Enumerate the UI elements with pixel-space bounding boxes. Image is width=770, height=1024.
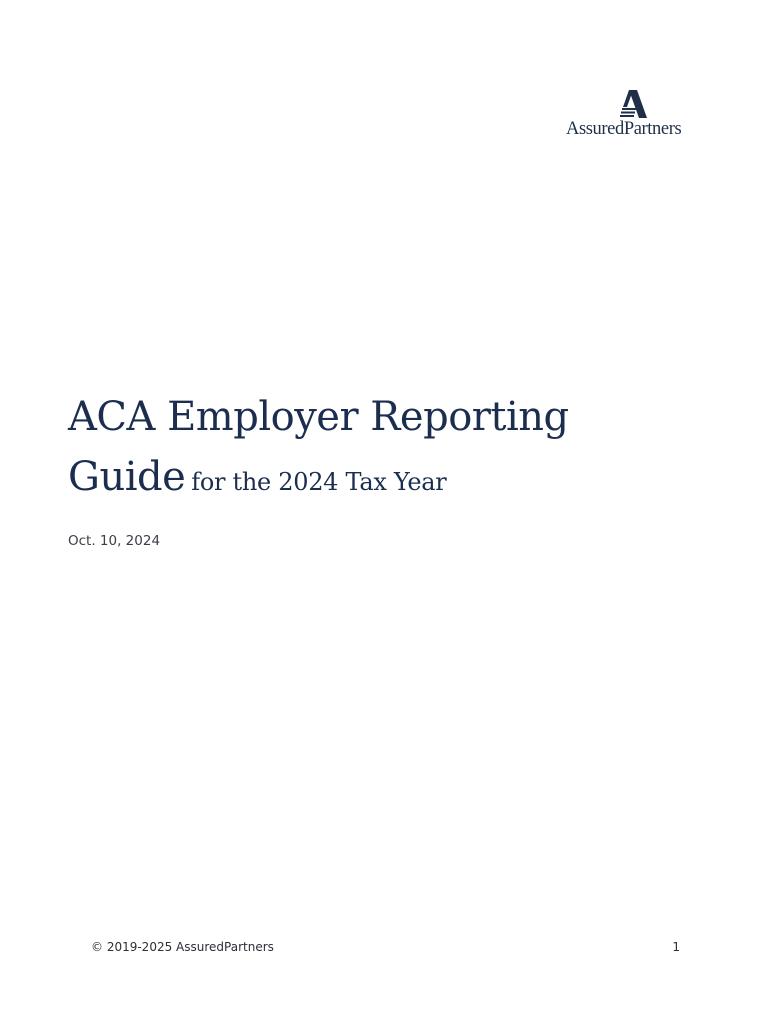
title-subtitle: for the 2024 Tax Year <box>191 468 447 496</box>
page-number: 1 <box>672 940 680 954</box>
logo-wordmark: AssuredPartners <box>566 119 682 139</box>
title-guide-word: Guide <box>68 454 186 500</box>
footer-copyright: © 2019-2025 AssuredPartners <box>91 940 274 954</box>
company-logo <box>562 90 706 142</box>
title-line-1: ACA Employer Reporting <box>68 394 569 440</box>
document-title <box>68 386 688 508</box>
title-line-2 <box>68 454 688 508</box>
assuredpartners-a-logo-icon <box>618 90 648 118</box>
document-date: Oct. 10, 2024 <box>68 533 161 549</box>
